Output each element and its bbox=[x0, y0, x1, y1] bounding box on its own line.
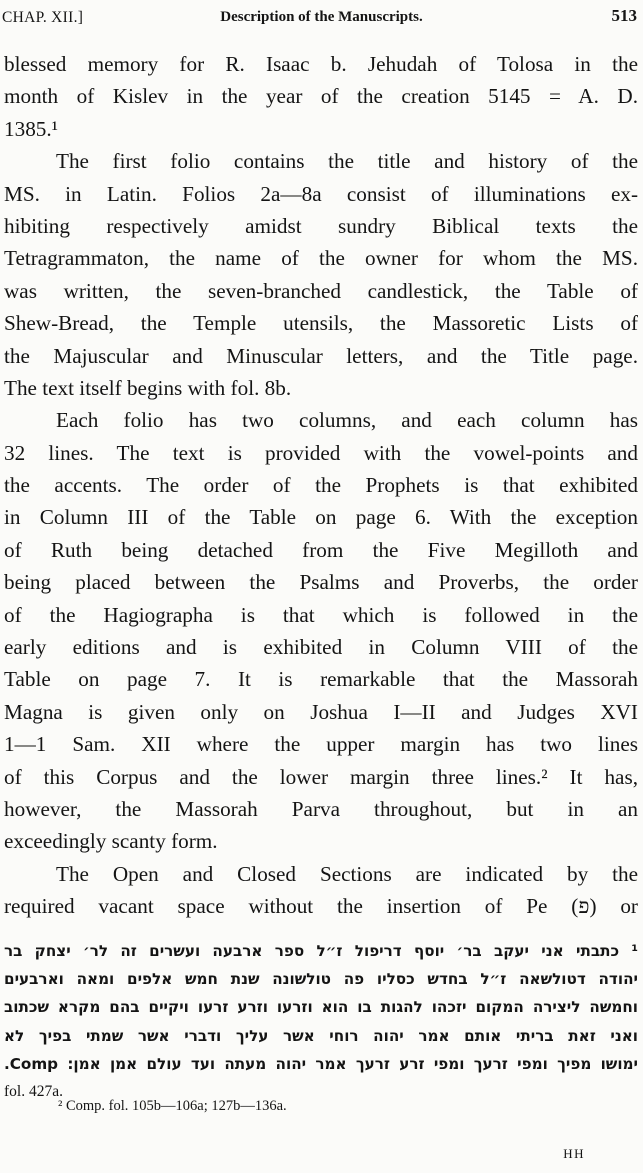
body-line: month of Kislev in the year of the creation 5145 = A. D. bbox=[4, 84, 638, 109]
body-line: of Ruth being detached from the Five Megilloth and bbox=[4, 537, 638, 562]
footnote-hebrew-line: ¹ כתבתי אני יעקב בר׳ יוסף דריפול ז״ל ספר ארבעה ועשרים זה לר׳ יצחק בר bbox=[4, 942, 638, 960]
body-line: hibiting respectively amidst sundry Biblical texts the bbox=[4, 213, 638, 238]
signature-mark: HH bbox=[563, 1146, 585, 1161]
footnote-hebrew-line: יהודה דטולשאה ז״ל בחדש כסליו פה טולשונה שנת חמש אלפים ומאה וארבעים bbox=[4, 970, 638, 989]
body-line: The text itself begins with fol. 8b. bbox=[4, 375, 292, 400]
running-title: Description of the Manuscripts. bbox=[220, 9, 423, 25]
body-line: The first folio contains the title and history of the bbox=[56, 149, 638, 174]
body-line: Shew-Bread, the Temple utensils, the Massoretic Lists of bbox=[4, 311, 638, 336]
body-line: the Majuscular and Minuscular letters, and the Title page. bbox=[4, 343, 638, 368]
body-line: in Column III of the Table on page 6. With the exception bbox=[4, 505, 638, 530]
body-line: Table on page 7. It is remarkable that the Massorah bbox=[4, 667, 638, 692]
page-number: 513 bbox=[611, 6, 637, 25]
body-line: however, the Massorah Parva throughout, but in an bbox=[4, 796, 638, 821]
body-line: Magna is given only on Joshua I—II and Judges XVI bbox=[4, 699, 638, 724]
body-line: of the Hagiographa is that which is followed in the bbox=[4, 602, 638, 627]
footnote-1 bbox=[4, 937, 638, 1106]
footnote-hebrew-line: ואני זאת בריתי אותם אמר יהוה רוחי אשר עליך ודברי אשר שמתי בפיך לא bbox=[4, 1026, 638, 1045]
footnote-hebrew-line: ימושו מפיך ומפי זרעך ומפי זרע זרעך אמר יהוה מעתה ועד עולם אמן אמן: Comp. bbox=[4, 1054, 638, 1073]
body-text bbox=[4, 48, 638, 923]
body-line: Tetragrammaton, the name of the owner for whom the MS. bbox=[4, 246, 638, 271]
body-line: being placed between the Psalms and Proverbs, the order bbox=[4, 570, 638, 595]
body-line: the accents. The order of the Prophets is that exhibited bbox=[4, 473, 638, 498]
footnote-line: fol. 427a. bbox=[4, 1082, 63, 1100]
body-line: 32 lines. The text is provided with the vowel-points and bbox=[4, 440, 638, 465]
body-line: The Open and Closed Sections are indicated by the bbox=[56, 861, 638, 886]
body-line: MS. in Latin. Folios 2a—8a consist of illuminations ex- bbox=[4, 181, 638, 206]
body-line: was written, the seven-branched candlestick, the Table of bbox=[4, 278, 638, 303]
footnote-hebrew-line: וחמשה ליצירה המקום יזכהו להגות בו הוא וזרעו וזרע זרעו ויקיים בהם מקרא שכתוב bbox=[4, 998, 638, 1017]
chapter-label: CHAP. XII.] bbox=[2, 9, 84, 26]
body-line: blessed memory for R. Isaac b. Jehudah of Tolosa in the bbox=[4, 52, 638, 76]
body-line: Each folio has two columns, and each column has bbox=[56, 408, 638, 433]
running-header bbox=[0, 6, 643, 32]
body-line: 1385.¹ bbox=[4, 116, 59, 141]
footnote-2: ² Comp. fol. 105b—106a; 127b—136a. bbox=[58, 1098, 287, 1114]
body-line: 1—1 Sam. XII where the upper margin has two lines bbox=[4, 732, 638, 757]
body-line: exceedingly scanty form. bbox=[4, 829, 218, 854]
body-line: early editions and is exhibited in Column VIII of the bbox=[4, 635, 638, 660]
body-line: of this Corpus and the lower margin three lines.² It has, bbox=[4, 764, 638, 789]
body-line: required vacant space without the insertion of Pe (פ) or bbox=[4, 894, 638, 919]
